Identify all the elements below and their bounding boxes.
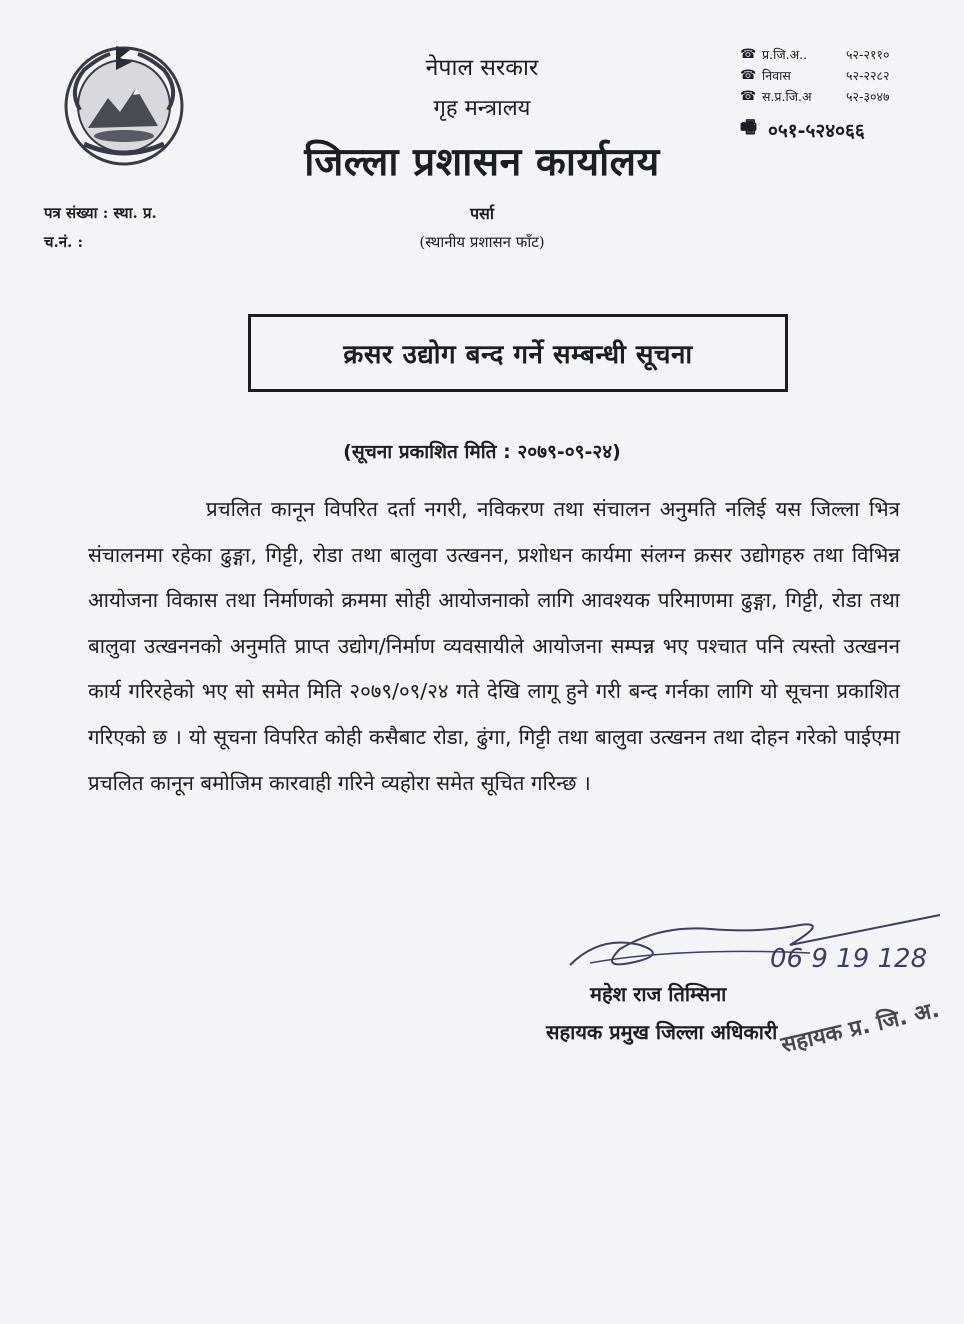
contact-list [740,44,940,107]
handwritten-signature [560,905,950,985]
phone-row [740,44,940,65]
telephone-icon: ☎ [740,68,757,83]
telephone-icon: ☎ [740,47,757,62]
official-stamp: सहायक प्र. जि. अ. [778,997,942,1059]
telephone-icon: ☎ [740,89,757,104]
phone-label: प्र.जि.अ.. [762,47,808,62]
phone-row [740,86,940,107]
section-name: (स्थानीय प्रशासन फाँट) [419,233,545,251]
government-name: नेपाल सरकार [425,55,539,81]
office-name: जिल्ला प्रशासन कार्यालय [304,139,660,185]
fax-icon: 🖷 [740,117,757,138]
phone-number: ५२-२२८२ [846,68,890,83]
signer-name: महेश राज तिम्सिना [590,982,727,1006]
signer-designation: सहायक प्रमुख जिल्ला अधिकारी [546,1020,778,1044]
fax-row [740,115,865,145]
letter-number: पत्र संख्या : स्था. प्र. [44,204,157,222]
phone-row [740,65,940,86]
handwritten-date: 06 9 19 128 [770,944,928,974]
notice-title: क्रसर उद्योग बन्द गर्ने सम्बन्धी सूचना [248,314,788,392]
dispatch-number: च.नं. : [44,233,84,251]
notice-body: प्रचलित कानून विपरित दर्ता नगरी, नविकरण तथा संचालन अनुमति नलिई यस जिल्ला भित्र संचालनमा रहेका ढुङ्गा, गिट्टी, रोडा तथा बालुवा उत्खनन, प्रशोधन कार्यमा संलग्न क्रसर उद्योगहरु तथा विभिन्न आयोजना विकास तथा निर्माणको क्रममा सोही आयोजनाको लागि आवश्यक परिमाणमा ढुङ्गा, गिट्टी, रोडा तथा बालुवा उत्खननको अनुमति प्राप्त उद्योग/निर्माण व्यवसायीले आयोजना सम्पन्न भए पश्चात पनि त्यस्तो उत्खनन कार्य गरिरहेको भए सो समेत मिति २०७९/०९/२४ गते देखि लागू हुने गरी बन्द गर्नका लागि यो सूचना प्रकाशित गरिएको छ । यो सूचना विपरित कोही कसैबाट रोडा, ढुंगा, गिट्टी तथा बालुवा उत्खनन तथा दोहन गरेको पाईएमा प्रचलित कानून बमोजिम कारवाही गरिने व्यहोरा समेत सूचित गरिन्छ । [88,497,900,795]
phone-number: ५२-२११० [846,47,890,62]
ministry-name: गृह मन्त्रालय [433,96,531,121]
phone-label: स.प्र.जि.अ [762,89,812,104]
phone-number: ५२-३०४७ [846,89,890,104]
phone-label: निवास [762,68,791,83]
fax-number: ०५१-५२४०६६ [768,120,865,142]
district-name: पर्सा [469,204,495,223]
published-date: (सूचना प्रकाशित मिति : २०७९-०९-२४) [343,441,621,463]
